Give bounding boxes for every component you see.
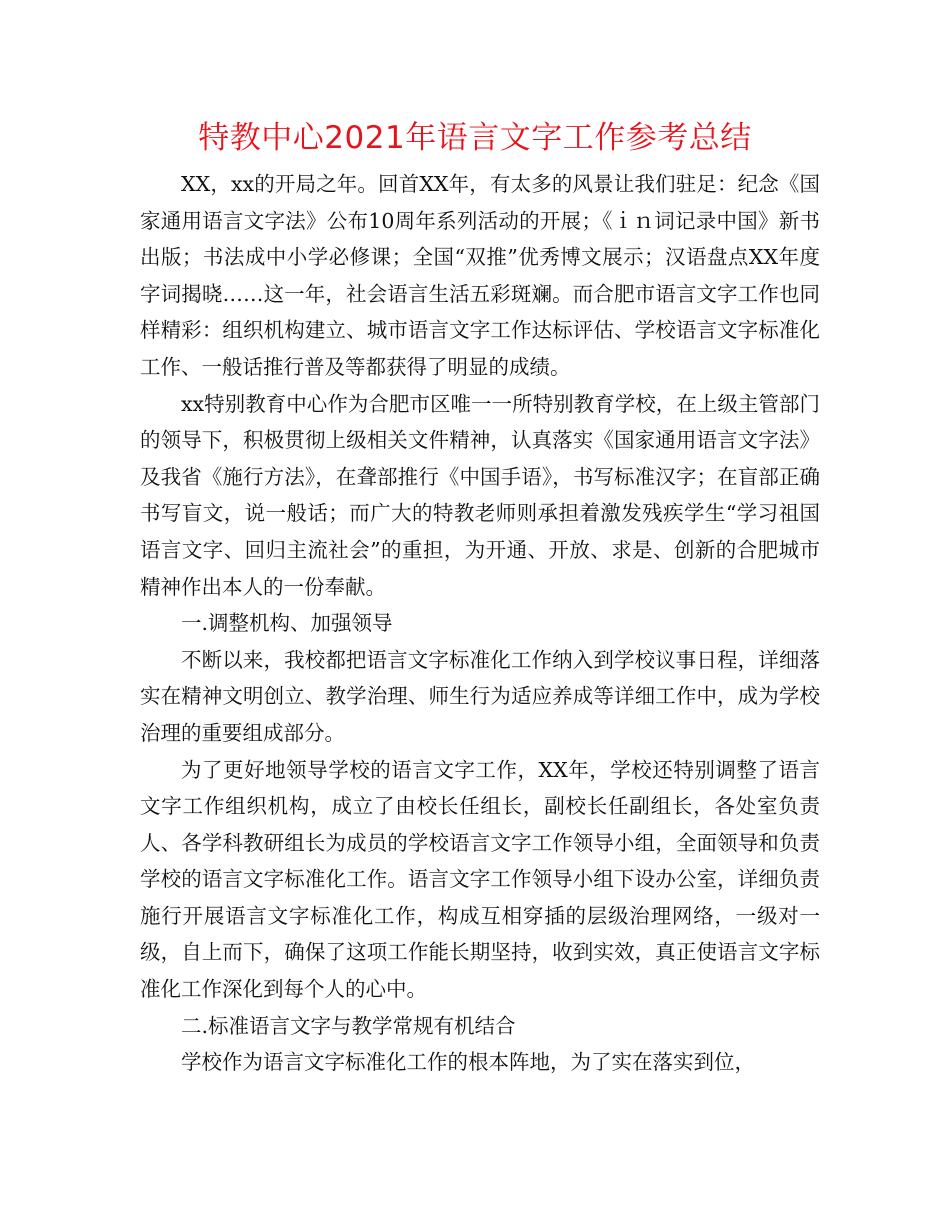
paragraph-center-overview: xx特别教育中心作为合肥市区唯一一所特别教育学校，在上级主管部门的领导下，积极贯彻上级相关文件精神，认真落实《国家通用语言文字法》及我省《施行方法》，在聋部推行《中国手语》，书写标准汉字；在盲部正确书写盲文，说一般话；而广大的特教老师则承担着激发残疾学生“学习祖国语言文字、回归主流社会”的重担，为开通、开放、求是、创新的合肥城市精神作出本人的一份奉献。: [140, 391, 820, 599]
paragraph-section1-a: 不断以来，我校都把语言文字标准化工作纳入到学校议事日程，详细落实在精神文明创立、教学治理、师生行为适应养成等详细工作中，成为学校治理的重要组成部分。: [140, 647, 820, 745]
document-body: [140, 166, 820, 1081]
section-heading-2: 二.标准语言文字与教学常规有机结合: [181, 1013, 516, 1038]
document-title: 特教中心2021年语言文字工作参考总结: [198, 120, 752, 156]
paragraph-section1-b: 为了更好地领导学校的语言文字工作，XX年，学校还特别调整了语言文字工作组织机构，成立了由校长任组长，副校长任副组长，各处室负责人、各学科教研组长为成员的学校语言文字工作领导小组，全面领导和负责学校的语言文字标准化工作。语言文字工作领导小组下设办公室，详细负责施行开展语言文字标准化工作，构成互相穿插的层级治理网络，一级对一级，自上而下，确保了这项工作能长期坚持，收到实效，真正使语言文字标准化工作深化到每个人的心中。: [140, 757, 820, 1002]
paragraph-intro: XX，xx的开局之年。回首XX年，有太多的风景让我们驻足：纪念《国家通用语言文字法》公布10周年系列活动的开展；《ｉｎ词记录中国》新书出版；书法成中小学必修课；全国“双推”优秀博文展示；汉语盘点XX年度字词揭晓……这一年，社会语言生活五彩斑斓。而合肥市语言文字工作也同样精彩：组织机构建立、城市语言文字工作达标评估、学校语言文字标准化工作、一般话推行普及等都获得了明显的成绩。: [140, 172, 820, 379]
paragraph-section2-a: 学校作为语言文字标准化工作的根本阵地，为了实在落实到位，: [181, 1050, 755, 1075]
section-heading-1: 一.调整机构、加强领导: [181, 611, 393, 636]
